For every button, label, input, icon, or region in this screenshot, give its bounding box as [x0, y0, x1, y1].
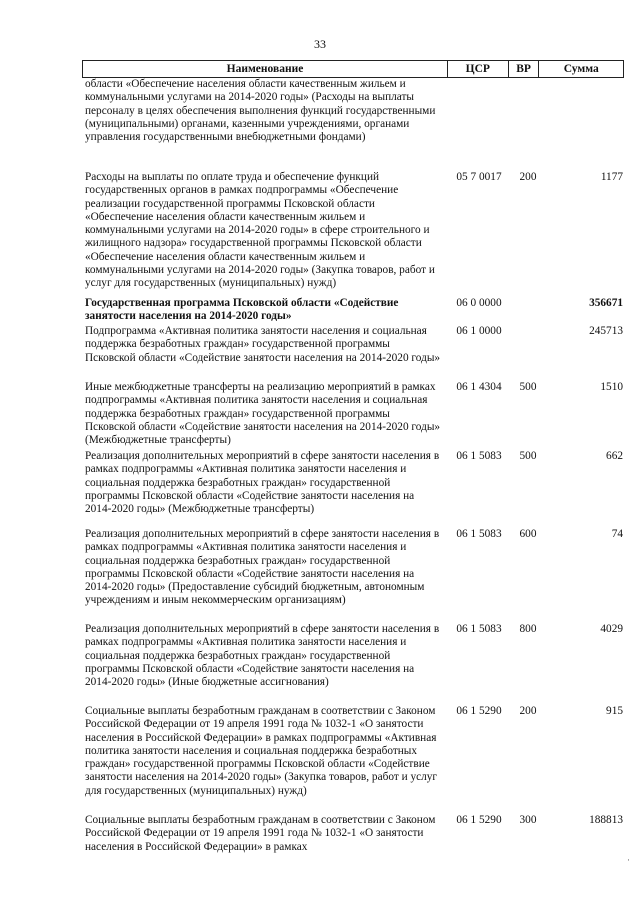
- row-csr: 06 1 5083: [456, 528, 502, 540]
- row-name: Иные межбюджетные трансферты на реализацию мероприятий в рамках подпрограммы «Активная политика занятости населения и социальная поддержка безработных граждан» государственной программы Псковской области «Содействие занятости населения на 2014-2020 годы» (Межбюджетные трансферты): [85, 381, 441, 446]
- row-vr: 200: [519, 705, 537, 717]
- row-name: Реализация дополнительных мероприятий в сфере занятости населения в рамках подпрограммы «Активная политика занятости населения и социальная поддержка безработных граждан» государственной программы Псковской области «Содействие занятости населения на 2014-2020 годы» (Межбюджетные трансферты): [85, 450, 440, 515]
- row-sum: 188813: [589, 814, 623, 826]
- row-csr: 06 1 5083: [456, 450, 502, 462]
- row-name: Реализация дополнительных мероприятий в сфере занятости населения в рамках подпрограммы «Активная политика занятости населения и социальная поддержка безработных граждан» государственной программы Псковской области «Содействие занятости населения на 2014-2020 годы» (Иные бюджетные ассигнования): [85, 623, 440, 688]
- header-sum: Сумма: [538, 61, 623, 77]
- row-csr: 06 0 0000: [456, 297, 502, 309]
- row-vr: 800: [519, 623, 537, 635]
- row-sum: 915: [606, 705, 623, 717]
- row-csr: 05 7 0017: [456, 171, 502, 183]
- row-name: Расходы на выплаты по оплате труда и обеспечение функций государственных органов в рамках подпрограммы «Обеспечение реализации государственной программы Псковской области «Обеспечение населения области качественным жильем и коммунальными услугами на 2014-2020 годы» в сфере строительного и жилищного надзора» государственной программы Псковской области «Обеспечение населения области качественным жильем и коммунальными услугами на 2014-2020 годы» (Закупка товаров, работ и услуг для государственных (муниципальных) нужд): [85, 171, 435, 289]
- row-csr: 06 1 4304: [456, 381, 502, 393]
- budget-table: [82, 60, 624, 853]
- row-vr: 500: [519, 381, 537, 393]
- row-name: области «Обеспечение населения области качественным жильем и коммунальными услугами на 2014-2020 годы» (Расходы на выплаты персоналу в целях обеспечения выполнения функций государственными (муниципальными) органами, казенными учреждениями, органами управления государственными внебюджетными фондами): [85, 78, 436, 143]
- header-vr: ВР: [508, 61, 539, 77]
- row-vr: 300: [519, 814, 537, 826]
- page-number: 33: [314, 37, 326, 51]
- row-name: Подпрограмма «Активная политика занятости населения и социальная поддержка безработных граждан» государственной программы Псковской области «Содействие занятости населения на 2014-2020 годы»: [85, 325, 441, 364]
- scan-mark: ·: [627, 855, 630, 865]
- header-csr: ЦСР: [447, 61, 508, 77]
- table-header: [82, 60, 624, 78]
- row-sum: 356671: [589, 297, 623, 309]
- row-sum: 4029: [600, 623, 623, 635]
- row-sum: 1177: [600, 171, 623, 183]
- header-name: Наименование: [226, 63, 304, 75]
- row-sum: 662: [606, 450, 623, 462]
- row-csr: 06 1 0000: [456, 325, 502, 337]
- row-name: Реализация дополнительных мероприятий в сфере занятости населения в рамках подпрограммы «Активная политика занятости населения и социальная поддержка безработных граждан» государственной программы Псковской области «Содействие занятости населения на 2014-2020 годы» (Предоставление субсидий бюджетным, автономным учреждениям и иным некоммерческим организациям): [85, 528, 440, 607]
- row-csr: 06 1 5290: [456, 814, 502, 826]
- row-sum: 245713: [589, 325, 623, 337]
- row-name: Государственная программа Псковской области «Содействие занятости населения на 2014-2020 годы»: [85, 297, 399, 323]
- row-vr: 200: [519, 171, 537, 183]
- row-name: Социальные выплаты безработным гражданам в соответствии с Законом Российской Федерации от 19 апреля 1991 года № 1032-1 «О занятости населения в Российской Федерации» в рамках подпрограммы «Активная политика занятости населения и социальная поддержка безработных граждан» государственной программы Псковской области «Содействие занятости населения на 2014-2020 годы» (Закупка товаров, работ и услуг для государственных (муниципальных) нужд): [85, 705, 438, 797]
- row-vr: 600: [519, 528, 537, 540]
- row-csr: 06 1 5290: [456, 705, 502, 717]
- row-vr: 500: [519, 450, 537, 462]
- row-sum: 1510: [600, 381, 623, 393]
- row-csr: 06 1 5083: [456, 623, 502, 635]
- row-name: Социальные выплаты безработным гражданам в соответствии с Законом Российской Федерации от 19 апреля 1991 года № 1032-1 «О занятости населения в Российской Федерации» в рамках: [85, 814, 436, 853]
- row-sum: 74: [611, 528, 623, 540]
